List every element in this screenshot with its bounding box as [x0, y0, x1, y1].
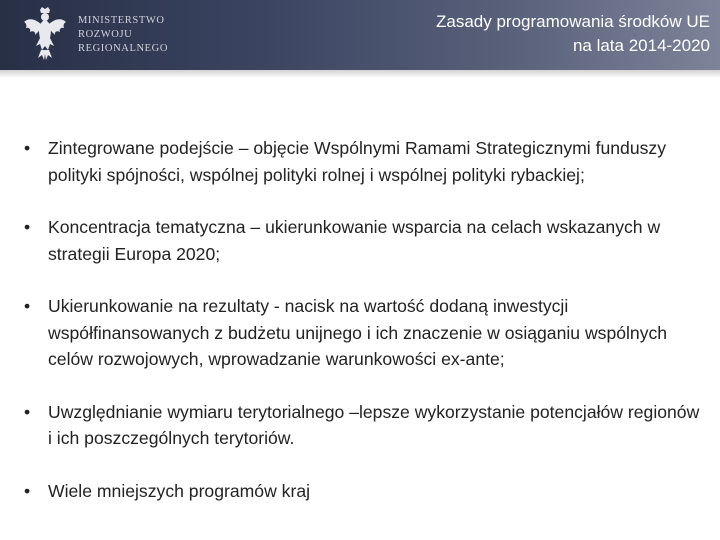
slide-title: [436, 10, 710, 58]
ministry-line-3: REGIONALNEGO: [78, 43, 169, 54]
bullet-text: Ukierunkowanie na rezultaty - nacisk na wartość dodaną inwestycji współfinansowanych z budżetu unijnego i ich znaczenie w osiąganiu wspólnych celów rozwojowych, wprowadzanie warunkowości ex-ante;: [48, 296, 668, 369]
bullet-text: Koncentracja tematyczna – ukierunkowanie wsparcia na celach wskazanych w strategii Europa 2020;: [48, 217, 661, 264]
bullet-marker: •: [24, 138, 31, 158]
ministry-logo-text: [78, 14, 168, 56]
bullet-item: [24, 293, 704, 373]
ministry-line-1: MINISTERSTWO: [78, 15, 165, 26]
bullet-text: Uwzględnianie wymiaru terytorialnego –lepsze wykorzystanie potencjałów regionów i ich poszczególnych terytoriów.: [48, 401, 700, 448]
bullet-item: [24, 214, 704, 267]
header-shadow: [0, 70, 720, 78]
ministry-line-2: ROZWOJU: [78, 29, 133, 40]
bullet-text: Zintegrowane podejście – objęcie Wspólnymi Ramami Strategicznymi funduszy polityki spójności, wspólnej polityki rolnej i wspólnej polityki rybackiej;: [48, 138, 667, 185]
bullet-marker: •: [24, 296, 31, 316]
bullet-item: [24, 478, 704, 505]
slide-title-line-1: Zasady programowania środków UE: [435, 12, 710, 31]
bullet-item: [24, 135, 704, 188]
header-bar: [0, 0, 720, 70]
bullet-list: [24, 135, 704, 530]
bullet-item: [24, 399, 704, 452]
eagle-emblem-icon: [22, 6, 68, 62]
slide-title-line-2: na lata 2014-2020: [572, 36, 710, 55]
bullet-marker: •: [24, 401, 31, 422]
bullet-marker: •: [24, 217, 31, 237]
bullet-text: Wiele mniejszych programów kraj: [48, 480, 311, 501]
bullet-marker: •: [24, 480, 31, 501]
